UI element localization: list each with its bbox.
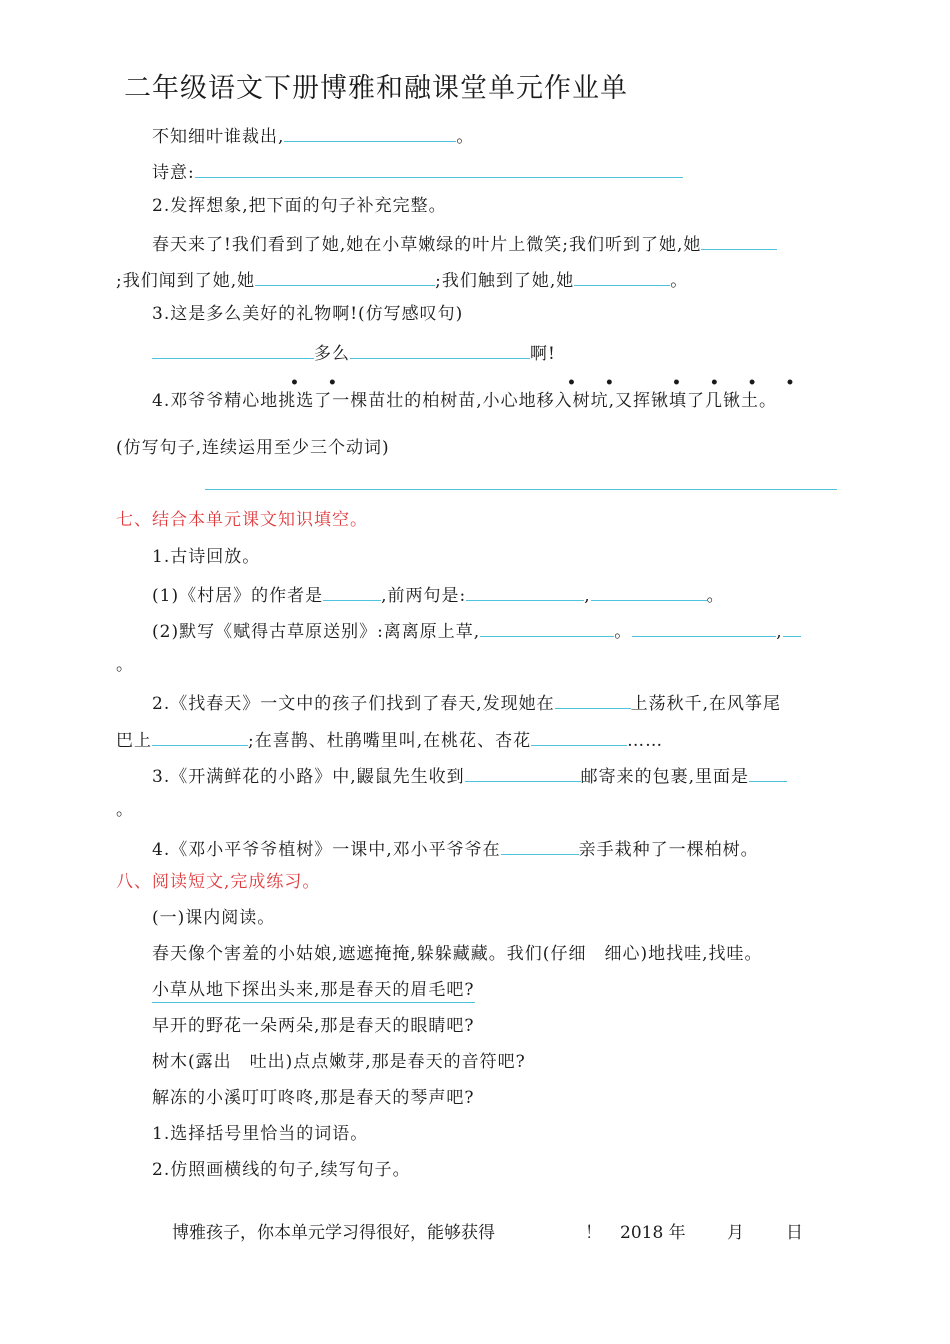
- poem-meaning-line: [152, 159, 683, 184]
- q2-prompt: 2.发挥想象,把下面的句子补充完整。: [152, 196, 447, 216]
- exercise-1: 1.选择括号里恰当的词语。: [152, 1124, 369, 1144]
- q2-blank-touched[interactable]: [574, 267, 670, 286]
- page-title: 二年级语文下册博雅和融课堂单元作业单: [124, 73, 628, 104]
- q2-line2-smell: ;我们闻到了她,她: [116, 271, 256, 291]
- q3-answer-line: [152, 340, 556, 365]
- poem-line-text: 不知细叶谁裁出,: [152, 127, 285, 147]
- sec7-q3-text-a: 3.《开满鲜花的小路》中,鼹鼠先生收到: [152, 767, 465, 787]
- kite-blank[interactable]: [152, 727, 248, 746]
- poem-answer-blank[interactable]: [284, 123, 456, 142]
- sec7-p1-text: (1)《村居》的作者是: [152, 586, 324, 606]
- sec7-q3-line: [152, 763, 787, 788]
- poem2-blank-3[interactable]: [783, 618, 801, 637]
- poem-meaning-label: 诗意:: [152, 163, 195, 183]
- q2-line2-touch: ;我们触到了她,她: [435, 271, 575, 291]
- sec7-q2-line1: [152, 690, 781, 715]
- exercise-2: 2.仿照画横线的句子,续写句子。: [152, 1160, 411, 1180]
- sec7-p2-text: (2)默写《赋得古草原送别》:离离原上草,: [152, 622, 481, 642]
- q2-line1-text: 春天来了!我们看到了她,她在小草嫩绿的叶片上微笑;我们听到了她,她: [152, 235, 702, 255]
- author-blank[interactable]: [323, 582, 381, 601]
- sec7-q2-text-d: ;在喜鹊、杜鹃嘴里叫,在桃花、杏花: [248, 731, 532, 751]
- q4-answer-line[interactable]: [205, 489, 837, 490]
- sec7-q4-line: [152, 836, 759, 861]
- q2-line2: [116, 267, 688, 292]
- q3-prompt: 3.这是多么美好的礼物啊!(仿写感叹句): [152, 304, 464, 324]
- sec7-q4-text-b: 亲手栽种了一棵柏树。: [578, 840, 759, 860]
- passage-line-2: [152, 979, 475, 1001]
- sec7-p2-end: 。: [116, 655, 134, 675]
- sec7-sub1: 1.古诗回放。: [152, 547, 261, 567]
- q2-blank-heard[interactable]: [701, 231, 777, 250]
- footer-exclamation: ！: [585, 1223, 602, 1243]
- sec7-p2-period: 。: [614, 622, 633, 642]
- sec7-p1-comma: ,: [584, 586, 591, 606]
- passage-line-3: 早开的野花一朵两朵,那是春天的眼睛吧?: [152, 1016, 475, 1036]
- sec8-sub: (一)课内阅读。: [152, 908, 276, 928]
- sec7-q2-line2: [116, 727, 663, 752]
- sec7-q3-end: 。: [116, 800, 134, 820]
- sec7-p1-end: 。: [706, 586, 725, 606]
- sec7-q2-text-b: 上荡秋千,在风筝尾: [630, 694, 782, 714]
- q3-blank-1[interactable]: [152, 340, 314, 359]
- q2-line2-end: 。: [670, 271, 689, 291]
- sec7-poem2-line: [152, 618, 801, 643]
- underlined-model-sentence: 小草从地下探出头来,那是春天的眉毛吧?: [152, 980, 475, 1003]
- poem2-blank-1[interactable]: [480, 618, 614, 637]
- footer-praise: 博雅孩子，你本单元学习得很好，能够获得: [172, 1223, 495, 1243]
- swing-location-blank[interactable]: [555, 690, 631, 709]
- section8-heading: 八、阅读短文,完成练习。: [116, 872, 321, 892]
- poem-meaning-blank[interactable]: [195, 159, 683, 178]
- q3-mid-text: 多么: [314, 344, 350, 364]
- first-line-blank[interactable]: [466, 582, 584, 601]
- poem-line-end: 。: [456, 127, 475, 147]
- sec7-q3-text-b: 邮寄来的包裹,里面是: [580, 767, 750, 787]
- sec7-q2-text-a: 2.《找春天》一文中的孩子们找到了春天,发现她在: [152, 694, 555, 714]
- q4-instruction: (仿写句子,连续运用至少三个动词): [116, 438, 390, 458]
- sec7-poem1-line: [152, 582, 725, 607]
- sec7-p1-text-b: ,前两句是:: [381, 586, 467, 606]
- second-line-blank[interactable]: [591, 582, 707, 601]
- q2-blank-smelled[interactable]: [255, 267, 435, 286]
- sec7-q4-text-a: 4.《邓小平爷爷植树》一课中,邓小平爷爷在: [152, 840, 501, 860]
- poem-line: [152, 123, 474, 148]
- flower-blank[interactable]: [531, 727, 627, 746]
- sec7-q2-ellipsis: ……: [627, 731, 664, 751]
- passage-line-5: 解冻的小溪叮叮咚咚,那是春天的琴声吧?: [152, 1088, 475, 1108]
- contents-blank[interactable]: [749, 763, 787, 782]
- q3-end-text: 啊!: [530, 344, 556, 364]
- q2-line1: [152, 231, 777, 256]
- emphasis-dots-2: • •: [567, 375, 626, 391]
- section7-heading: 七、结合本单元课文知识填空。: [116, 510, 368, 530]
- poem2-blank-2[interactable]: [632, 618, 776, 637]
- footer-year: 2018 年: [620, 1223, 686, 1243]
- plant-place-blank[interactable]: [501, 836, 579, 855]
- passage-line-1: 春天像个害羞的小姑娘,遮遮掩掩,躲躲藏藏。我们(仔细 细心)地找哇,找哇。: [152, 944, 763, 964]
- sec7-p2-comma: ,: [776, 622, 783, 642]
- q4-sentence: 4.邓爷爷精心地挑选了一棵苗壮的柏树苗,小心地移入树坑,又挥锹填了几锹土。: [152, 391, 778, 411]
- footer-month: 月: [727, 1223, 744, 1243]
- footer-day: 日: [786, 1223, 803, 1243]
- q3-blank-2[interactable]: [350, 340, 530, 359]
- passage-line-4: 树木(露出 吐出)点点嫩芽,那是春天的音符吧?: [152, 1052, 526, 1072]
- emphasis-dots-1: • •: [290, 375, 349, 391]
- sender-blank[interactable]: [465, 763, 581, 782]
- emphasis-dots-3: • • • •: [672, 375, 807, 391]
- sec7-q2-text-c: 巴上: [116, 731, 152, 751]
